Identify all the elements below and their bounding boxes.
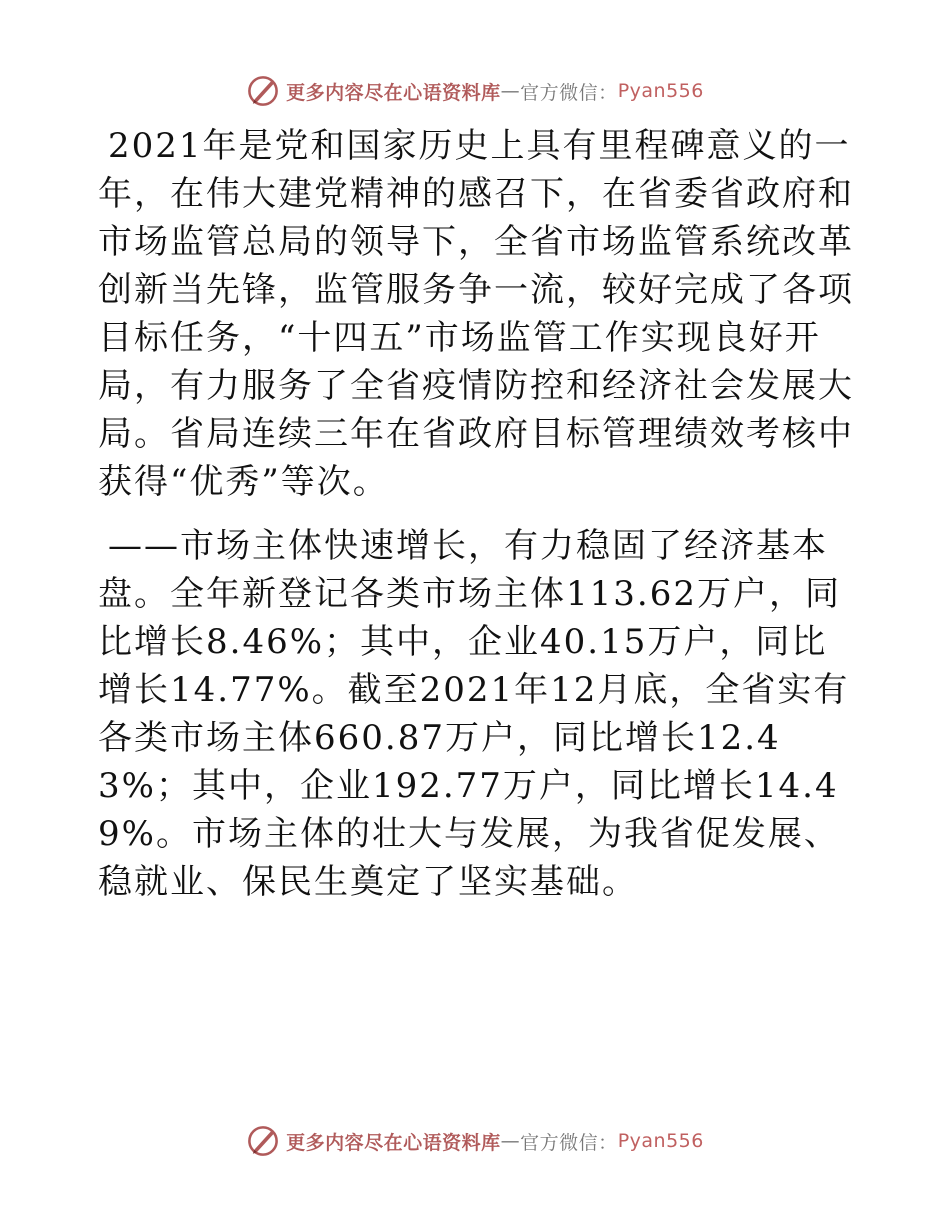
watermark-official: 官方微信： <box>520 1131 618 1154</box>
header-watermark <box>0 74 950 108</box>
watermark-separator: — <box>500 1130 521 1152</box>
pen-logo-icon <box>246 74 280 108</box>
watermark-separator: — <box>500 80 521 102</box>
pen-logo-icon <box>246 1124 280 1158</box>
watermark-handle: Pyan556 <box>617 80 704 102</box>
paragraph-market-entities: ——市场主体快速增长，有力稳固了经济基本盘。全年新登记各类市场主体113.62万户，同比增长8.46%；其中，企业40.15万户，同比增长14.77%。截至2021年12月底，全省实有各类市场主体660.87万户，同比增长12.43%；其中，企业192.77万户，同比增长14.49%。市场主体的壮大与发展，为我省促发展、稳就业、保民生奠定了坚实基础。 <box>98 526 850 902</box>
footer-watermark <box>0 1124 950 1158</box>
watermark-brand: 更多内容尽在心语资料库 <box>286 81 501 104</box>
paragraph-intro: 2021年是党和国家历史上具有里程碑意义的一年，在伟大建党精神的感召下，在省委省政府和市场监管总局的领导下，全省市场监管系统改革创新当先锋，监管服务争一流，较好完成了各项目标任务，“十四五”市场监管工作实现良好开局，有力服务了全省疫情防控和经济社会发展大局。省局连续三年在省政府目标管理绩效考核中获得“优秀”等次。 <box>98 126 854 502</box>
watermark-handle: Pyan556 <box>617 1130 704 1152</box>
watermark-brand: 更多内容尽在心语资料库 <box>286 1131 501 1154</box>
document-body <box>98 122 858 906</box>
watermark-official: 官方微信： <box>520 81 618 104</box>
